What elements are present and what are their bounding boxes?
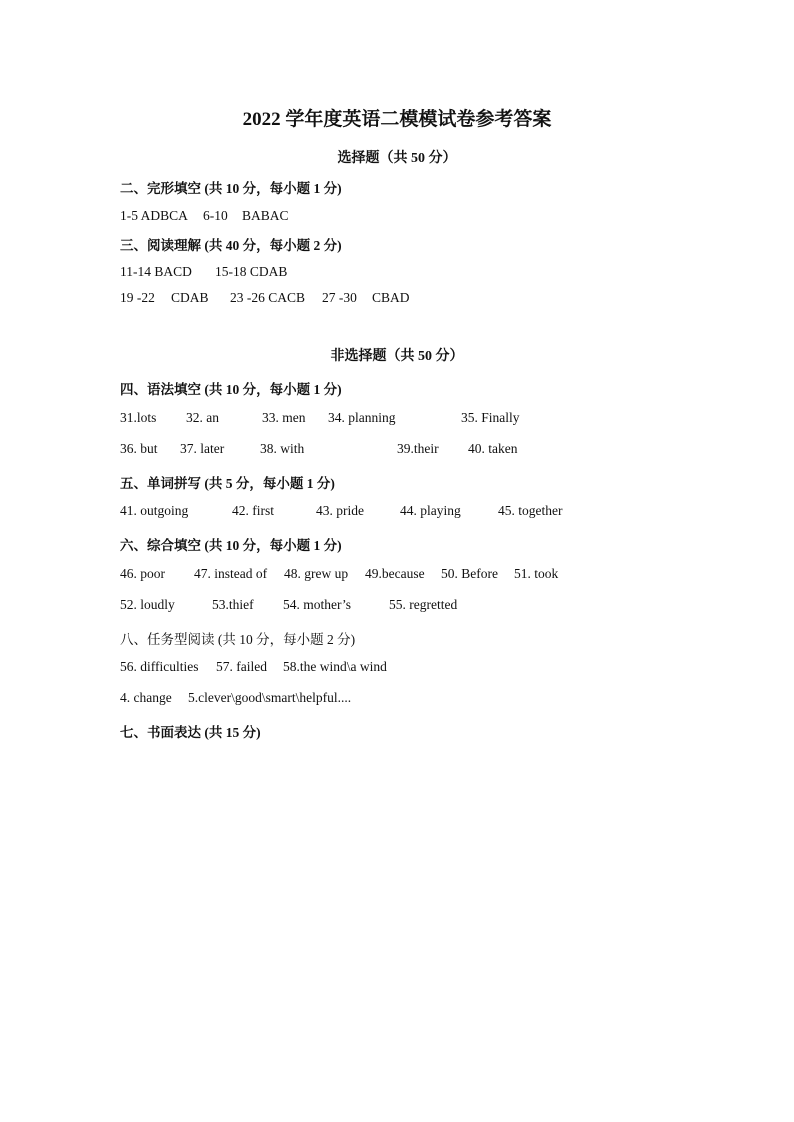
answer-49: 49.because <box>365 566 425 581</box>
answer-48: 48. grew up <box>284 566 349 581</box>
answer-57: 57. failed <box>216 659 267 674</box>
answer-27-30: CBAD <box>372 290 410 305</box>
answer-43: 43. pride <box>316 503 364 518</box>
answer-35: 35. Finally <box>461 410 520 425</box>
answer-19-22: CDAB <box>171 290 209 305</box>
answer-15-18: 15-18 CDAB <box>215 264 288 279</box>
part2-heading: 非选择题（共 50 分） <box>330 349 464 364</box>
answer-44: 44. playing <box>400 503 461 518</box>
answer-27-30-label: 27 -30 <box>322 290 357 305</box>
spelling-heading: 五、单词拼写 (共 5 分，每小题 1 分) <box>120 476 335 491</box>
answer-32: 32. an <box>186 410 219 425</box>
grammar-heading: 四、语法填空 (共 10 分，每小题 1 分) <box>120 382 342 397</box>
reading-heading: 三、阅读理解 (共 40 分，每小题 2 分) <box>120 238 342 253</box>
answer-54: 54. mother’s <box>283 597 351 612</box>
comprehensive-heading: 六、综合填空 (共 10 分，每小题 1 分) <box>120 538 342 553</box>
answer-11-14: 11-14 BACD <box>120 264 192 279</box>
task-reading-heading: 八、任务型阅读 (共 10 分，每小题 2 分) <box>120 632 356 647</box>
answer-58: 58.the wind\a wind <box>283 659 387 674</box>
answer-6-10: BABAC <box>242 208 289 223</box>
answer-task-4: 4. change <box>120 690 172 705</box>
answer-47: 47. instead of <box>194 566 268 581</box>
answer-52: 52. loudly <box>120 597 175 612</box>
writing-heading: 七、书面表达 (共 15 分) <box>120 725 261 740</box>
answer-1-5: 1-5 ADBCA <box>120 208 188 223</box>
answer-55: 55. regretted <box>389 597 458 612</box>
cloze-heading: 二、完形填空 (共 10 分，每小题 1 分) <box>120 181 342 196</box>
answer-6-10-label: 6-10 <box>203 208 228 223</box>
answer-46: 46. poor <box>120 566 165 581</box>
answer-37: 37. later <box>180 441 225 456</box>
answer-36: 36. but <box>120 441 158 456</box>
answer-19-22-label: 19 -22 <box>120 290 155 305</box>
answer-40: 40. taken <box>468 441 518 456</box>
answer-42: 42. first <box>232 503 274 518</box>
answer-50: 50. Before <box>441 566 498 581</box>
answer-41: 41. outgoing <box>120 503 189 518</box>
answer-33: 33. men <box>262 410 306 425</box>
part1-heading: 选择题（共 50 分） <box>337 151 457 166</box>
answer-56: 56. difficulties <box>120 659 199 674</box>
answer-51: 51. took <box>514 566 559 581</box>
answer-34: 34. planning <box>328 410 396 425</box>
answer-39: 39.their <box>397 441 439 456</box>
answer-31: 31.lots <box>120 410 157 425</box>
answer-45: 45. together <box>498 503 563 518</box>
answer-23-26: 23 -26 CACB <box>230 290 306 305</box>
answer-38: 38. with <box>260 441 305 456</box>
answer-task-5: 5.clever\good\smart\helpful.... <box>188 690 352 705</box>
answer-53: 53.thief <box>212 597 254 612</box>
document-title: 2022 学年度英语二模模试卷参考答案 <box>242 109 552 130</box>
